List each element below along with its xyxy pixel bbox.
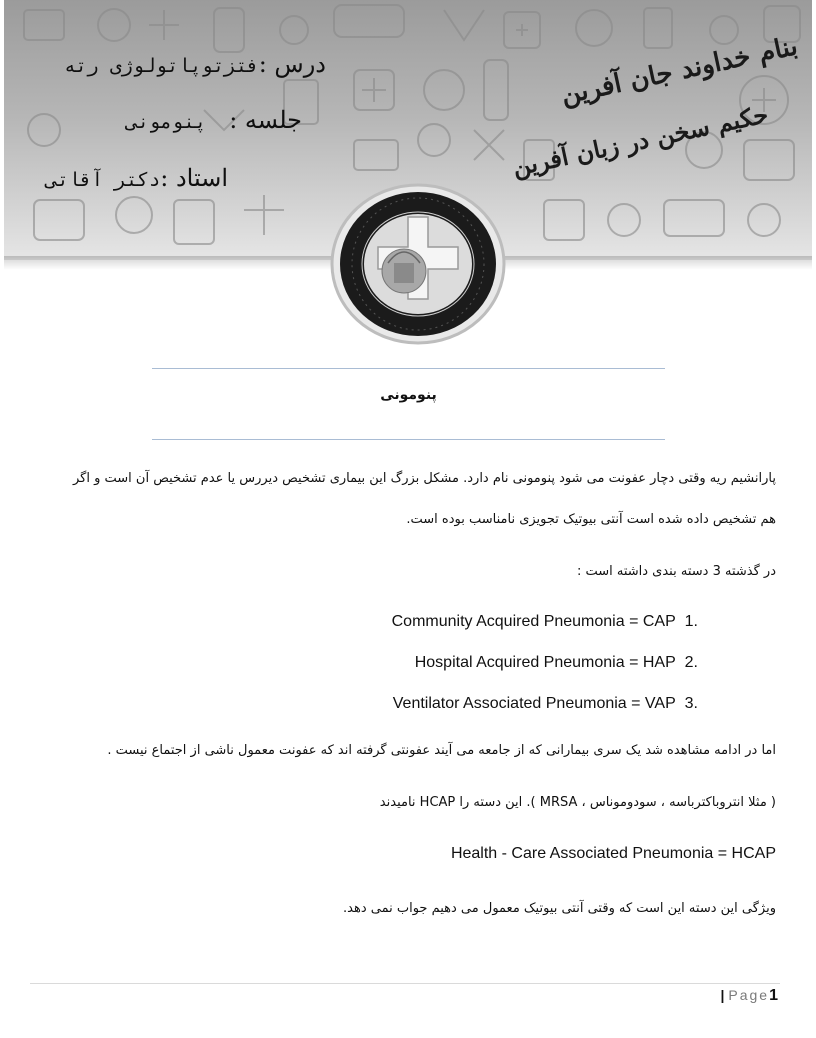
course-value: فتزتوپاتولوژی رته bbox=[64, 55, 259, 77]
session-line bbox=[70, 106, 302, 134]
session-value: پنومونی bbox=[126, 111, 207, 133]
page-footer bbox=[720, 987, 778, 1005]
list-item-number: 3. bbox=[684, 695, 698, 712]
intro-paragraph-line-2: هم تشخیص داده شده است آنتی بیوتیک تجویزی نامناسب بوده است. bbox=[406, 512, 776, 527]
calligraphy-logo bbox=[509, 31, 804, 196]
list-item-text: Ventilator Associated Pneumonia = VAP bbox=[392, 695, 676, 712]
list-item-text: Community Acquired Pneumonia = CAP bbox=[391, 613, 676, 630]
teacher-line bbox=[6, 164, 228, 192]
footer-rule bbox=[30, 983, 780, 984]
feature-paragraph: ویژگی این دسته این است که وقتی آنتی بیوتیک معمول می دهیم جواب نمی دهد. bbox=[343, 901, 776, 916]
hcap-definition: Health - Care Associated Pneumonia = HCAP bbox=[450, 845, 776, 862]
calligraphy-line-2: حکیم سخن در زبان آفرین bbox=[509, 99, 771, 182]
teacher-label: استاد : bbox=[160, 164, 228, 192]
list-item-number: 2. bbox=[684, 654, 698, 671]
session-label: جلسه : bbox=[229, 106, 302, 134]
list-item-text: Hospital Acquired Pneumonia = HAP bbox=[414, 654, 676, 671]
page-title: پنومونی bbox=[380, 387, 437, 403]
title-rule-bottom bbox=[152, 439, 665, 440]
footer-separator: | bbox=[720, 987, 725, 1003]
list-item bbox=[392, 613, 698, 631]
course-label: درس : bbox=[258, 50, 326, 78]
university-emblem bbox=[330, 183, 506, 345]
list-item-number: 1. bbox=[684, 613, 698, 630]
page-number: 1 bbox=[769, 987, 778, 1004]
calligraphy-line-1: بنام خداوند جان آفرین bbox=[558, 31, 801, 111]
list-item bbox=[393, 695, 698, 713]
list-item bbox=[415, 654, 698, 672]
teacher-value: دکتر آقاتی bbox=[45, 169, 161, 191]
page-word: Page bbox=[728, 987, 770, 1003]
categories-intro: در گذشته 3 دسته بندی داشته است : bbox=[576, 564, 776, 579]
course-line bbox=[16, 50, 326, 78]
community-paragraph: اما در ادامه مشاهده شد یک سری بیمارانی که از جامعه می آیند عفونتی گرفته اند که عفونت معمول ناشی از اجتماع نیست . bbox=[107, 743, 776, 758]
title-rule-top bbox=[152, 368, 665, 369]
intro-paragraph-line-1: پارانشیم ریه وقتی دچار عفونت می شود پنومونی نام دارد. مشکل بزرگ این بیماری تشخیص دیررس یا عدم تشخیص آن است و اگر bbox=[72, 471, 776, 486]
examples-paragraph: ( مثلا انتروباکترباسه ، سودوموناس ، MRSA ). این دسته را HCAP نامیدند bbox=[379, 795, 776, 810]
